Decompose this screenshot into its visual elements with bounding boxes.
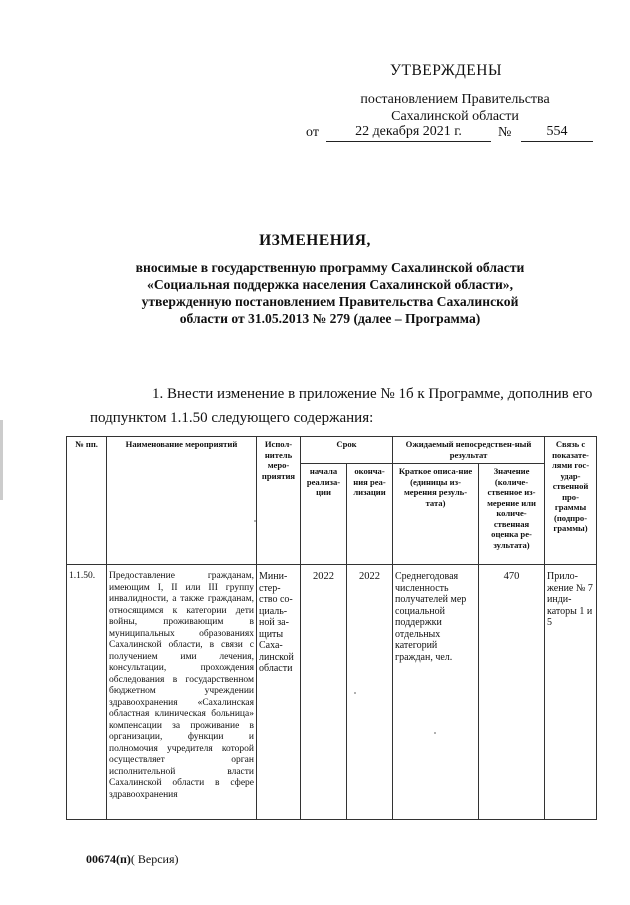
- document-subtitle-line-1: вносимые в государственную программу Сахалинской области: [135, 260, 525, 275]
- row-num: 1.1.50.: [67, 565, 107, 820]
- row-name: Предоставление гражданам, имеющим I, II или III группу инвалидности, а также гражданам, относящимся к категории дети войны, проживающим в муниципальных образованиях Сахалинской области, в связи с получением ими лечения, консультации, прохождения обследования в государственном бюджетном учреждении здравоохранения «Сахалинская областная клиническая больница» компенсации за проживание в организации, функции и полномочия учредителя которой осуществляет орган исполнительной власти Сахалинской области в сфере здравоохранения: [107, 565, 257, 820]
- footer-code-number: 00674(п): [86, 852, 131, 866]
- date-from-label: от: [306, 125, 319, 140]
- table-header-row: [67, 437, 597, 464]
- header-result: Ожидаемый непосредствен-ный результат: [393, 437, 545, 464]
- approval-line-2: Сахалинской области: [391, 109, 519, 124]
- scan-edge-mark: [0, 420, 3, 500]
- header-name: Наименование мероприятий: [107, 437, 257, 565]
- row-executor: Мини-стер-ство со-циаль-ной за-щиты Саха-линской области: [257, 565, 301, 820]
- row-start: 2022: [301, 565, 347, 820]
- approval-number: 554: [521, 124, 593, 142]
- scan-dot: [434, 732, 436, 734]
- header-num: № пп.: [67, 437, 107, 565]
- header-result-value: Значение (количе-ственное из-мерение или количе-ственная оценка ре-зультата): [479, 464, 545, 565]
- scan-dot: [354, 692, 356, 694]
- document-title: ИЗМЕНЕНИЯ,: [259, 232, 371, 249]
- document-subtitle-line-4: области от 31.05.2013 № 279 (далее – Программа): [179, 311, 481, 326]
- document-subtitle-line-3: утвержденную постановлением Правительства Сахалинской: [141, 294, 519, 309]
- approval-line-1: постановлением Правительства: [360, 92, 550, 107]
- row-link: Прило-жение № 7 инди-каторы 1 и 5: [545, 565, 597, 820]
- scan-dot: [254, 520, 256, 522]
- footer-version: ( Версия): [130, 852, 179, 866]
- header-executor: Испол-нитель меро-приятия: [257, 437, 301, 565]
- header-result-desc: Краткое описа-ние (единицы из-мерения резуль-тата): [393, 464, 479, 565]
- approval-date: 22 декабря 2021 г.: [326, 124, 491, 142]
- header-link: Связь с показате-лями гос-удар-ственной про-граммы (подпро-граммы): [545, 437, 597, 565]
- header-term-end: оконча-ния реа-лизации: [347, 464, 393, 565]
- paragraph-line-2: подпунктом 1.1.50 следующего содержания:: [90, 410, 374, 426]
- footer-code: [86, 852, 179, 867]
- table-row: [67, 565, 597, 820]
- paragraph-line-1: 1. Внести изменение в приложение № 1б к Программе, дополнив его: [152, 386, 593, 402]
- approval-title: УТВЕРЖДЕНЫ: [390, 62, 502, 79]
- row-result-desc: Среднегодовая численность получателей мер социальной поддержки отдельных категорий граждан, чел.: [393, 565, 479, 820]
- row-end: 2022: [347, 565, 393, 820]
- measures-table: [66, 436, 597, 820]
- row-value: 470: [479, 565, 545, 820]
- header-term: Срок: [301, 437, 393, 464]
- number-label: №: [498, 125, 512, 140]
- header-term-start: начала реализа-ции: [301, 464, 347, 565]
- document-subtitle-line-2: «Социальная поддержка населения Сахалинской области»,: [147, 277, 513, 292]
